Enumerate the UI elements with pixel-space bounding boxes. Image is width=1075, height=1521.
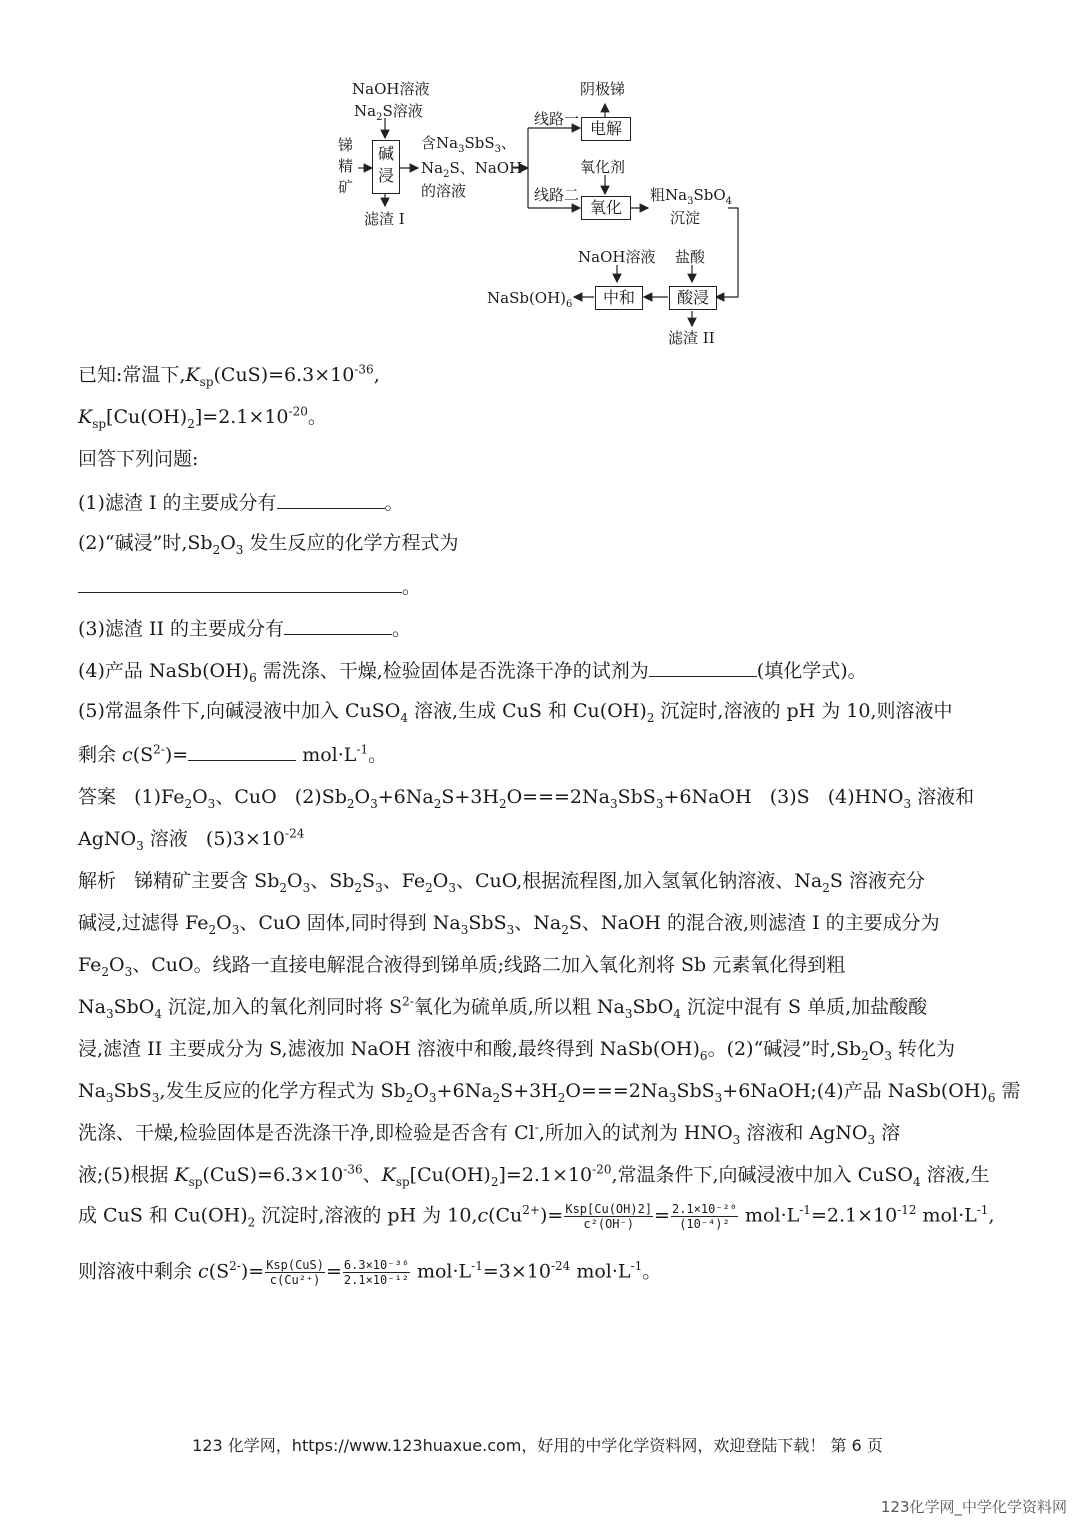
explanation-line2: 碱浸,过滤得 $Fe_2O_3$、CuO 固体,同时得到 $Na_3SbS_3$、$Na_2S$、NaOH 的混合液,则滤渣 I 的主要成分为 (78, 912, 940, 937)
page-footer: 123 化学网，https://www.123huaxue.com，好用的中学化学资料网，欢迎登陆下载！ 第 6 页 (192, 1436, 883, 1455)
alkali-leach-box (372, 140, 400, 194)
ore-label-1: 锑 (338, 136, 354, 154)
product-label: $NaSb(OH)_6$ (487, 289, 573, 310)
question-1: (1)滤渣 I 的主要成分有 。 (78, 492, 404, 514)
answer-blank-4[interactable] (649, 658, 757, 677)
answer-line1: 答案 $(1)Fe_2O_3$、CuO $(2)Sb_2O_3+6Na_2S+3H_2O===2Na_3SbS_3+6NaOH$ (3)S $(4)HNO_3$ 溶液和 (78, 786, 975, 811)
fraction-values-s: $\frac{\text{6.3×10⁻³⁶}}{\text{2.1×10⁻¹²}}$ (343, 1258, 409, 1287)
neutralization-box: 中和 (595, 286, 643, 310)
solution-label-line1: 含$Na_3SbS_3$、 (421, 134, 516, 155)
known-ksp-cus: 已知:常温下$,K_{sp}(CuS)=6.3\times 10^{-36}$, (78, 362, 380, 389)
residue-2-label: 滤渣 II (668, 329, 715, 347)
explanation-line4: $Na_3SbO_4$ 沉淀,加入的氧化剂同时将 $S^{2-}$氧化为硫单质,所以粗 $Na_3SbO_4$ 沉淀中混有 S 单质,加盐酸酸 (78, 994, 928, 1021)
answer-prompt: 回答下列问题: (78, 448, 199, 470)
explanation-line6: $Na_3SbS_3$,发生反应的化学方程式为 $Sb_2O_3+6Na_2S+3H_2O===2Na_3SbS_3+6NaOH;(4)$产品 $NaSb(OH)_6$ 需 (78, 1080, 1021, 1105)
acid-leach-box: 酸浸 (669, 286, 717, 310)
fraction-ksp-cuoh2-over-oh: $\frac{\text{Ksp[Cu(OH)2]}}{\text{c²(OH⁻)}}$ (565, 1202, 653, 1231)
answer-blank-3[interactable] (284, 616, 392, 635)
route-1-label: 线路一 (534, 110, 580, 128)
crude-product-label: 粗$Na_3SbO_4$ (650, 186, 733, 207)
question-5-line2: 剩余 $c(S^{2-})= mol\cdot L^{-1}$。 (78, 742, 388, 766)
fraction-ksp-cus-over-cu: $\frac{\text{Ksp(CuS)}}{\text{c(Cu²⁺)}}$ (266, 1258, 324, 1287)
explanation-line9: 成 CuS 和 $Cu(OH)_2$ 沉淀时,溶液的 pH 为 $10,c(Cu^{2+})=$ $\frac{\text{Ksp[Cu(OH)2]}}{\text{c²(OH⁻)}}$ = $\frac{\text{2.1×10⁻²⁰}}{\text{(10⁻⁴)²}}$ $mol\cdot L^{-1}=2.1\times 10^{-12}$ $mol\cdot L^{-1}$, (78, 1202, 995, 1231)
ore-label-2: 精 (338, 157, 354, 175)
fraction-values-cu: $\frac{\text{2.1×10⁻²⁰}}{\text{(10⁻⁴)²}}$ (671, 1202, 737, 1231)
naoh-solution-label: NaOH溶液 (352, 80, 430, 98)
question-4: (4)产品 $NaSb(OH)_6$ 需洗涤、干燥,检验固体是否洗涤干净的试剂为 (填化学式)。 (78, 660, 867, 685)
naoh-solution-label-2: NaOH溶液 (578, 248, 656, 266)
residue-1-label: 滤渣 I (364, 210, 405, 228)
oxidation-box: 氧化 (581, 196, 631, 220)
explanation-line5: 浸,滤渣 II 主要成分为 S,滤液加 NaOH 溶液中和酸,最终得到 $NaSb(OH)_6$。(2)“碱浸”时$,Sb_2O_3$ 转化为 (78, 1038, 956, 1063)
explanation-line8: 液;(5)根据 $K_{sp}(CuS)=6.3\times 10^{-36}$、$K_{sp}[Cu(OH)_2]=2.1\times 10^{-20}$,常温条件下,向碱浸液中加入 CuSO$_4$ 溶液,生 (78, 1162, 990, 1189)
solution-label-line3: 的溶液 (421, 182, 467, 200)
question-2: (2)“碱浸”时$,Sb_2O_3$ 发生反应的化学方程式为 (78, 532, 459, 557)
watermark: 123化学网_中学化学资料网 (880, 1498, 1067, 1516)
question-3: (3)滤渣 II 的主要成分有 。 (78, 618, 412, 640)
oxidant-label: 氧化剂 (580, 158, 626, 176)
explanation-line10: 则溶液中剩余 $c(S^{2-})=$ $\frac{\text{Ksp(CuS)}}{\text{c(Cu²⁺)}}$ = $\frac{\text{6.3×10⁻³⁶}}{\text{2.1×10⁻¹²}}$ $mol\cdot L^{-1}=3\times 10^{-24}$ $mol\cdot L^{-1}$。 (78, 1258, 662, 1287)
route-2-label: 线路二 (534, 186, 580, 204)
hydrochloric-acid-label: 盐酸 (675, 248, 706, 266)
explanation-line3: $Fe_2O_3$、CuO。线路一直接电解混合液得到锑单质;线路二加入氧化剂将 Sb 元素氧化得到粗 (78, 954, 846, 979)
flowchart (330, 70, 750, 360)
answer-blank-5[interactable] (188, 742, 296, 761)
answer-blank-2[interactable] (78, 574, 402, 593)
ore-label-3: 矿 (338, 178, 354, 196)
answer-label: 答案 (78, 786, 117, 808)
explanation-line7: 洗涤、干燥,检验固体是否洗涤干净,即检验是否含有 Cl-,所加入的试剂为 $HNO_3$ 溶液和 AgNO$_3$ 溶 (78, 1120, 901, 1147)
answer-blank-1[interactable] (277, 490, 385, 509)
na2s-solution-label: $Na_2S$溶液 (354, 102, 423, 123)
alkali-leach-label-2: 浸 (377, 166, 394, 185)
question-2-blank-line: 。 (78, 574, 421, 598)
explanation-line1: 解析 锑精矿主要含 $Sb_2O_3$、$Sb_2S_3$、$Fe_2O_3$、CuO,根据流程图,加入氢氧化钠溶液、$Na_2S$ 溶液充分 (78, 870, 925, 895)
question-5-line1: (5)常温条件下,向碱浸液中加入 CuSO$_4$ 溶液,生成 CuS 和 $Cu(OH)_2$ 沉淀时,溶液的 pH 为 10,则溶液中 (78, 700, 953, 725)
alkali-leach-label-1: 碱 (377, 144, 394, 163)
known-ksp-cuoh2: $K_{sp}[Cu(OH)_2]=2.1\times 10^{-20}$。 (78, 404, 327, 431)
cathode-antimony-label: 阴极锑 (580, 80, 626, 98)
explanation-label: 解析 (78, 870, 117, 892)
solution-label-line2: $Na_2S$、NaOH (421, 159, 523, 180)
electrolysis-box: 电解 (581, 117, 631, 141)
answer-line2: AgNO$_3$ 溶液 $(5)3\times 10^{-24}$ (78, 826, 305, 853)
precipitate-label: 沉淀 (670, 209, 701, 227)
